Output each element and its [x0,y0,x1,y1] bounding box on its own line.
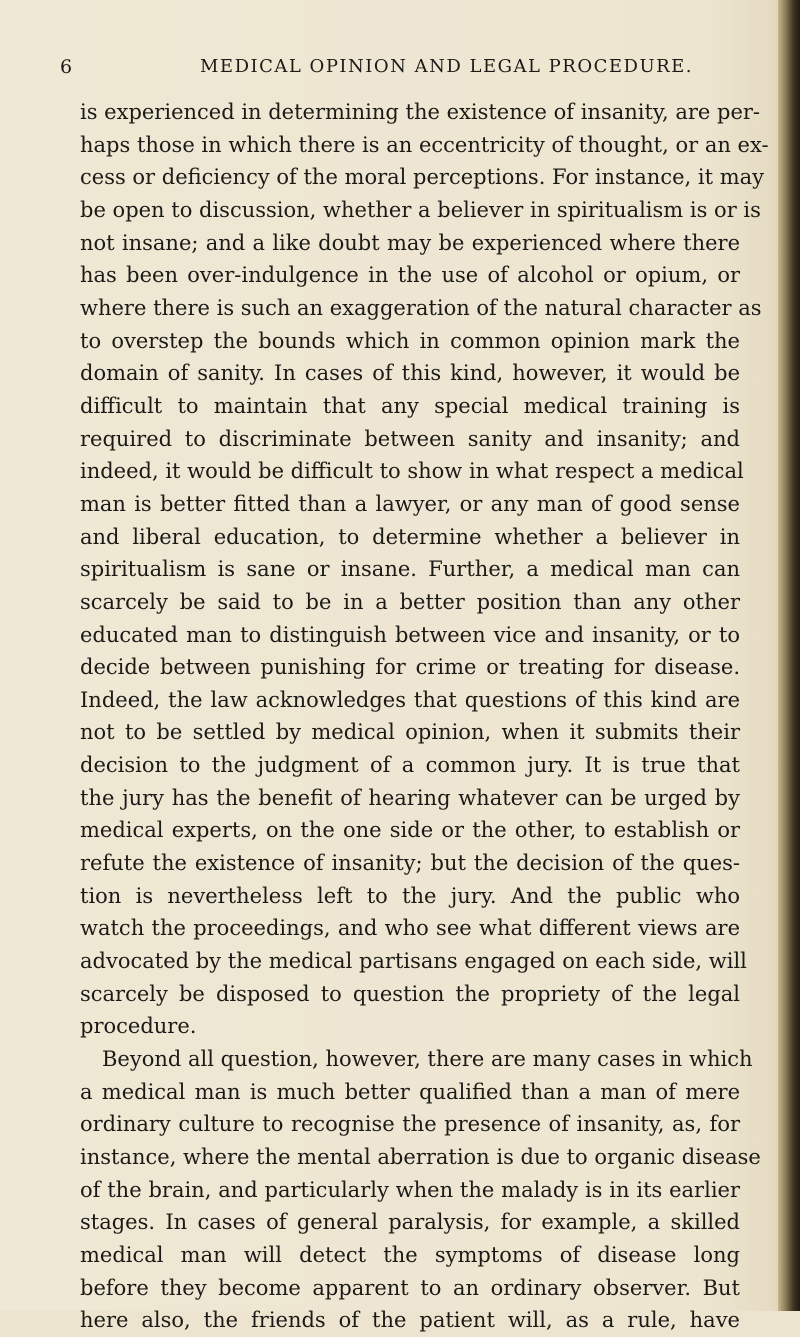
paragraph-start-line: Beyond all question, however, there are many cases in which [102,1047,753,1072]
text-line: haps those in which there is an eccentricity of thought, or an ex- [80,132,769,157]
text-line: required to discriminate between sanity and insanity; and [80,426,740,451]
text-line: is experienced in determining the existence of insanity, are per- [80,100,761,124]
text-line: educated man to distinguish between vice and insanity, or to [80,622,740,647]
paragraph-end-line: procedure. [80,1014,197,1039]
text-line: of the brain, and particularly when the malady is in its earlier [80,1177,740,1202]
text-line: advocated by the medical partisans engaged on each side, will [80,949,747,974]
text-line: ordinary culture to recognise the presence of insanity, as, for [80,1112,740,1137]
text-line: be open to discussion, whether a believer in spiritualism is or is [80,197,761,222]
text-line: Indeed, the law acknowledges that questions of this kind are [80,687,740,712]
text-line: domain of sanity. In cases of this kind, however, it would be [80,361,740,386]
text-line: instance, where the mental aberration is due to organic disease [80,1145,761,1169]
text-line: decision to the judgment of a common jury. It is true that [80,753,740,778]
text-line: scarcely be disposed to question the propriety of the legal [80,981,740,1006]
text-line: tion is nevertheless left to the jury. And the public who [80,883,740,908]
page-number: 6 [60,56,73,78]
text-line: stages. In cases of general paralysis, for example, a skilled [80,1210,740,1235]
text-line: where there is such an exaggeration of the natural character as [80,295,762,320]
text-line: scarcely be said to be in a better position than any other [80,589,740,614]
text-line: the jury has the benefit of hearing whatever can be urged by [80,785,740,810]
text-line: decide between punishing for crime or treating for disease. [80,655,740,680]
text-line: cess or deficiency of the moral perceptions. For instance, it may [80,165,764,190]
body-text [80,96,769,1337]
text-line: has been over-indulgence in the use of alcohol or opium, or [80,263,740,288]
text-line: man is better fitted than a lawyer, or any man of good sense [80,491,740,516]
text-line: difficult to maintain that any special medical training is [80,393,740,418]
text-line: watch the proceedings, and who see what different views are [80,916,740,941]
text-line: medical experts, on the one side or the other, to establish or [80,818,740,843]
book-binding-edge [778,0,800,1311]
text-line: refute the existence of insanity; but the decision of the ques- [80,851,740,876]
text-line: a medical man is much better qualified than a man of mere [80,1079,740,1104]
text-line: spiritualism is sane or insane. Further, a medical man can [80,557,740,582]
page-header [60,56,760,86]
text-line: before they become apparent to an ordinary observer. But [80,1275,740,1300]
running-head: MEDICAL OPINION AND LEGAL PROCEDURE. [200,56,694,77]
text-line: and liberal education, to determine whether a believer in [80,524,740,549]
text-line: to overstep the bounds which in common opinion mark the [80,328,740,353]
text-line: here also, the friends of the patient will, as a rule, have [80,1308,740,1333]
text-line: medical man will detect the symptoms of disease long [80,1242,740,1267]
text-line: indeed, it would be difficult to show in what respect a medical [80,459,744,484]
text-line: not insane; and a like doubt may be experienced where there [80,230,740,255]
text-line: not to be settled by medical opinion, when it submits their [80,720,740,745]
